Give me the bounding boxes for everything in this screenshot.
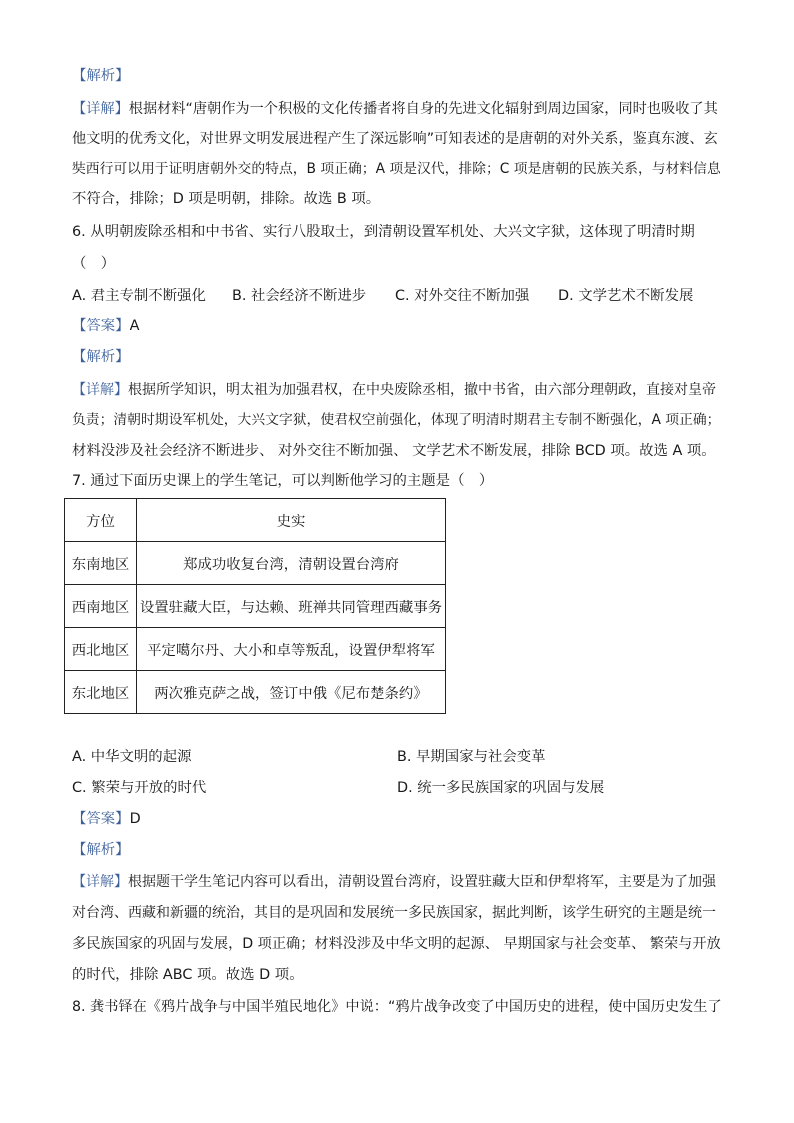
- q7-answer: 【答案】D: [72, 811, 141, 827]
- q6-option-d: D. 文学艺术不断发展: [558, 288, 694, 304]
- q8-stem: 8. 龚书铎在《鸦片战争与中国半殖民地化》中说：“鸦片战争改变了中国历史的进程，使中国历史发生了: [72, 999, 722, 1015]
- table-header-row: [65, 499, 446, 542]
- q6-analysis-label: 【解析】: [72, 349, 130, 365]
- q7-stem: 7. 通过下面历史课上的学生笔记，可以判断他学习的主题是（ ）: [72, 473, 494, 489]
- table-row: [65, 628, 446, 671]
- q6-answer: 【答案】A: [72, 318, 140, 334]
- q7-detail-line-1: 【详解】根据题干学生笔记内容可以看出，清朝设置台湾府，设置驻藏大臣和伊犁将军，主要是为了加强: [72, 874, 716, 890]
- table-cell-fact: 郑成功收复台湾，清朝设置台湾府: [137, 542, 446, 585]
- q7-option-a: A. 中华文明的起源: [72, 749, 192, 765]
- q5-detail-line-4: 不符合，排除；D 项是明朝，排除。故选 B 项。: [72, 191, 381, 207]
- q7-option-b: B. 早期国家与社会变革: [397, 749, 546, 765]
- table-row: [65, 542, 446, 585]
- q5-detail-line-1: 【详解】根据材料“唐朝作为一个积极的文化传播者将自身的先进文化辐射到周边国家，同时也吸收了其: [72, 101, 718, 117]
- table-cell-fact: 平定噶尔丹、大小和卓等叛乱，设置伊犁将军: [137, 628, 446, 671]
- table-cell-region: 西南地区: [65, 585, 137, 628]
- q7-analysis-label: 【解析】: [72, 842, 130, 858]
- table-cell-region: 东北地区: [65, 671, 137, 714]
- table-row: [65, 671, 446, 714]
- q7-options-row-2: [72, 778, 724, 798]
- q6-paren: （ ）: [72, 256, 116, 272]
- table-cell-fact: 设置驻藏大臣，与达赖、班禅共同管理西藏事务: [137, 585, 446, 628]
- q7-detail-line-3: 多民族国家的巩固与发展，D 项正确；材料没涉及中华文明的起源、 早期国家与社会变革、 繁荣与开放: [72, 936, 721, 952]
- q6-options: [72, 286, 724, 306]
- q7-notes-table: [64, 498, 446, 714]
- q6-detail-line-2: 负责；清朝时期设军机处，大兴文字狱，使君权空前强化，体现了明清时期君主专制不断强化，A 项正确；: [72, 412, 721, 428]
- q7-option-d: D. 统一多民族国家的巩固与发展: [397, 780, 605, 796]
- table-cell-fact: 两次雅克萨之战，签订中俄《尼布楚条约》: [137, 671, 446, 714]
- q6-detail-line-1: 【详解】根据所学知识，明太祖为加强君权，在中央废除丞相，撤中书省，由六部分理朝政，直接对皇帝: [72, 382, 716, 398]
- q6-option-b: B. 社会经济不断进步: [232, 288, 367, 304]
- q5-detail-line-2: 他文明的优秀文化，对世界文明发展进程产生了深远影响”可知表述的是唐朝的对外关系，鉴真东渡、玄: [72, 131, 718, 147]
- q6-stem: 6. 从明朝废除丞相和中书省、实行八股取士，到清朝设置军机处、大兴文字狱，这体现了明清时期: [72, 224, 695, 240]
- table-header-facts: 史实: [137, 499, 446, 542]
- q6-option-c: C. 对外交往不断加强: [395, 288, 530, 304]
- q6-detail-line-3: 材料没涉及社会经济不断进步、 对外交往不断加强、 文学艺术不断发展，排除 BCD 项。故选 A 项。: [72, 443, 716, 459]
- q7-detail-line-2: 对台湾、西藏和新疆的统治，其目的是巩固和发展统一多民族国家，据此判断，该学生研究的主题是统一: [72, 905, 716, 921]
- table-cell-region: 东南地区: [65, 542, 137, 585]
- q7-options-row-1: [72, 747, 724, 767]
- q7-detail-line-4: 的时代，排除 ABC 项。故选 D 项。: [72, 967, 304, 983]
- table-header-direction: 方位: [65, 499, 137, 542]
- table-cell-region: 西北地区: [65, 628, 137, 671]
- table-row: [65, 585, 446, 628]
- q6-option-a: A. 君主专制不断强化: [72, 288, 206, 304]
- q7-option-c: C. 繁荣与开放的时代: [72, 780, 207, 796]
- q5-analysis-label: 【解析】: [72, 68, 130, 84]
- q5-detail-line-3: 奘西行可以用于证明唐朝外交的特点，B 项正确；A 项是汉代，排除；C 项是唐朝的民族关系，与材料信息: [72, 161, 721, 177]
